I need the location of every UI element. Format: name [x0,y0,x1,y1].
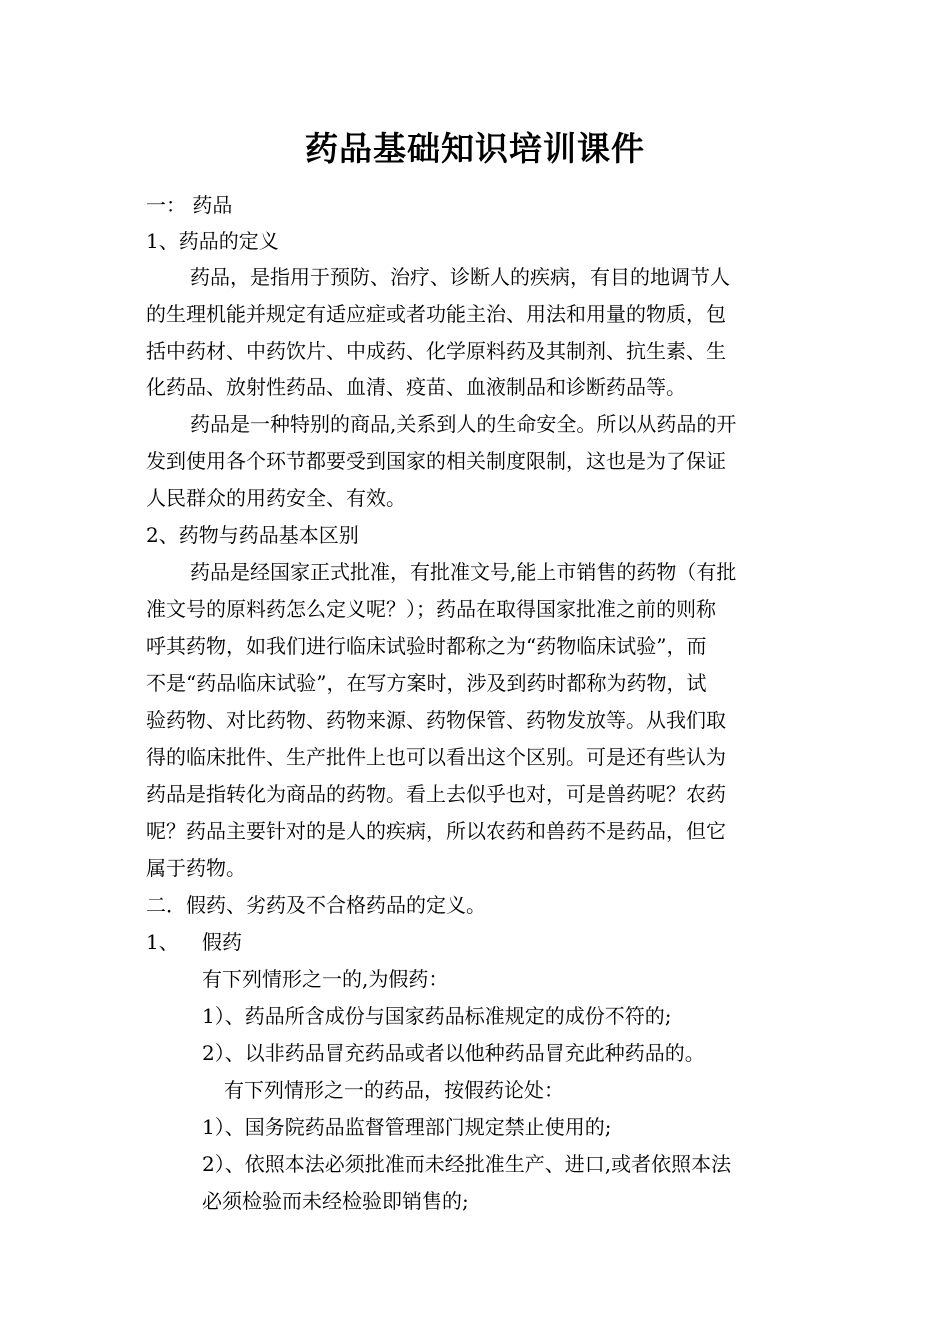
paragraph-line: 不是“药品临床试验”，在写方案时，涉及到药时都称为药物，试 [146,671,707,695]
paragraph-line: 准文号的原料药怎么定义呢？）；药品在取得国家批准之前的则称 [146,597,716,621]
list-item: 2）、以非药品冒充药品或者以他种药品冒充此种药品的。 [202,1041,705,1065]
subsection-heading-definition: 1、药品的定义 [146,229,279,253]
paragraph-line: 的生理机能并规定有适应症或者功能主治、用法和用量的物质，包 [146,302,726,326]
paragraph-line: 人民群众的用药安全、有效。 [146,486,406,510]
subsection-heading-fake-drug [146,924,242,961]
paragraph-line: 发到使用各个环节都要受到国家的相关制度限制，这也是为了保证 [146,449,726,473]
paragraph-line: 药品是一种特别的商品,关系到人的生命安全。所以从药品的开 [190,412,737,436]
paragraph-line: 呼其药物，如我们进行临床试验时都称之为“药物临床试验”，而 [146,634,707,658]
subsection-heading-difference: 2、药物与药品基本区别 [146,523,359,547]
paragraph-line: 括中药材、中药饮片、中成药、化学原料药及其制剂、抗生素、生 [146,339,726,363]
paragraph-line: 药品是指转化为商品的药物。看上去似乎也对，可是兽药呢？农药 [146,782,726,806]
paragraph-line: 药品是经国家正式批准，有批准文号,能上市销售的药物（有批 [190,560,737,584]
list-item: 2）、依照本法必须批准而未经批准生产、进口,或者依照本法 [202,1152,732,1176]
paragraph-line: 呢？药品主要针对的是人的疾病，所以农药和兽药不是药品，但它 [146,819,726,843]
paragraph-line: 药品，是指用于预防、治疗、诊断人的疾病，有目的地调节人 [190,265,730,289]
subsection-title: 假药 [202,930,242,954]
list-item: 1）、国务院药品监督管理部门规定禁止使用的; [202,1115,612,1139]
list-item-continuation: 必须检验而未经检验即销售的; [202,1189,469,1213]
section-heading-drugs: 一： 药品 [146,193,233,217]
paragraph-line: 有下列情形之一的药品，按假药论处： [224,1078,564,1102]
list-number: 1、 [146,930,179,954]
section-heading-counterfeit: 二．假药、劣药及不合格药品的定义。 [146,893,486,917]
paragraph-line: 有下列情形之一的,为假药： [202,967,449,991]
paragraph-line: 化药品、放射性药品、血清、疫苗、血液制品和诊断药品等。 [146,375,686,399]
document-title: 药品基础知识培训课件 [305,129,645,168]
list-item: 1）、药品所含成份与国家药品标准规定的成份不符的; [202,1004,672,1028]
paragraph-line: 验药物、对比药物、药物来源、药物保管、药物发放等。从我们取 [146,708,726,732]
paragraph-line: 属于药物。 [146,856,246,880]
paragraph-line: 得的临床批件、生产批件上也可以看出这个区别。可是还有些认为 [146,745,726,769]
